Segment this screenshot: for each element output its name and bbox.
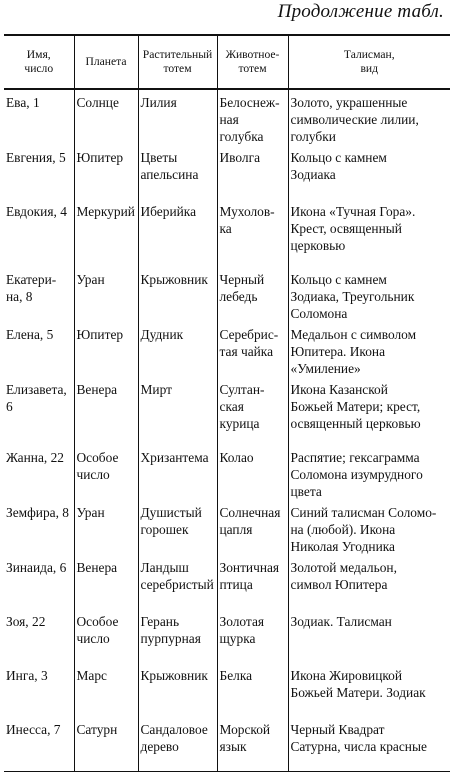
cell-name: Жанна, 22: [4, 445, 74, 500]
cell-animal: Солнечная цапля: [217, 500, 288, 555]
cell-talisman: Зодиак. Талисман: [288, 609, 450, 663]
cell-name: Земфира, 8: [4, 500, 74, 555]
table-row: [4, 663, 450, 717]
cell-planet: Юпитер: [74, 145, 138, 199]
cell-plant: Лилия: [138, 89, 217, 145]
cell-plant: Мирт: [138, 377, 217, 445]
cell-planet: Солнце: [74, 89, 138, 145]
cell-animal: Белоснеж- ная голубка: [217, 89, 288, 145]
cell-planet: Меркурий: [74, 199, 138, 267]
cell-name: Зинаида, 6: [4, 555, 74, 609]
cell-plant: Герань пурпурная: [138, 609, 217, 663]
cell-planet: Венера: [74, 555, 138, 609]
table-row: [4, 445, 450, 500]
cell-planet: Уран: [74, 267, 138, 322]
cell-name: Евгения, 5: [4, 145, 74, 199]
cell-plant: Цветы апельсина: [138, 145, 217, 199]
cell-animal: Золотая щурка: [217, 609, 288, 663]
header-plant-totem: Растительный тотем: [138, 35, 217, 89]
cell-talisman: Золото, украшенные символические лилии, голубки: [288, 89, 450, 145]
table-row: [4, 199, 450, 267]
cell-name: Ева, 1: [4, 89, 74, 145]
totem-table: [4, 34, 450, 772]
cell-plant: Крыжовник: [138, 267, 217, 322]
cell-animal: Султан- ская курица: [217, 377, 288, 445]
table-row: [4, 377, 450, 445]
cell-plant: Дудник: [138, 322, 217, 377]
cell-talisman: Черный Квадрат Сатурна, числа красные: [288, 717, 450, 771]
cell-animal: Морской язык: [217, 717, 288, 771]
cell-plant: Иберийка: [138, 199, 217, 267]
cell-plant: Крыжовник: [138, 663, 217, 717]
cell-planet: Особое число: [74, 609, 138, 663]
cell-planet: Юпитер: [74, 322, 138, 377]
cell-talisman: Икона Жировицкой Божьей Матери. Зодиак: [288, 663, 450, 717]
cell-name: Екатери- на, 8: [4, 267, 74, 322]
cell-animal: Черный лебедь: [217, 267, 288, 322]
header-planet: Планета: [74, 35, 138, 89]
cell-name: Инесса, 7: [4, 717, 74, 771]
cell-animal: Зонтичная птица: [217, 555, 288, 609]
table-row: [4, 555, 450, 609]
cell-animal: Мухолов- ка: [217, 199, 288, 267]
header-animal-totem: Животное- тотем: [217, 35, 288, 89]
cell-talisman: Кольцо с камнем Зодиака, Треугольник Соломона: [288, 267, 450, 322]
cell-planet: Уран: [74, 500, 138, 555]
cell-talisman: Кольцо с камнем Зодиака: [288, 145, 450, 199]
cell-talisman: Распятие; гексаграмма Соломона изумрудного цвета: [288, 445, 450, 500]
cell-animal: Колао: [217, 445, 288, 500]
table-row: [4, 717, 450, 771]
cell-animal: Серебрис- тая чайка: [217, 322, 288, 377]
cell-planet: Венера: [74, 377, 138, 445]
cell-name: Евдокия, 4: [4, 199, 74, 267]
cell-planet: Сатурн: [74, 717, 138, 771]
cell-talisman: Икона Казанской Божьей Матери; крест, освященный церковью: [288, 377, 450, 445]
cell-talisman: Золотой медальон, символ Юпитера: [288, 555, 450, 609]
table-row: [4, 500, 450, 555]
cell-planet: Марс: [74, 663, 138, 717]
cell-animal: Иволга: [217, 145, 288, 199]
cell-plant: Ландыш серебристый: [138, 555, 217, 609]
cell-talisman: Медальон с символом Юпитера. Икона «Умиление»: [288, 322, 450, 377]
table-row: [4, 145, 450, 199]
header-talisman: Талисман, вид: [288, 35, 450, 89]
table-row: [4, 609, 450, 663]
cell-talisman: Икона «Тучная Гора». Крест, освященный церковью: [288, 199, 450, 267]
cell-name: Инга, 3: [4, 663, 74, 717]
cell-plant: Хризантема: [138, 445, 217, 500]
cell-name: Зоя, 22: [4, 609, 74, 663]
cell-talisman: Синий талисман Соломо- на (любой). Икона Николая Угодника: [288, 500, 450, 555]
header-name-number: Имя, число: [4, 35, 74, 89]
continuation-caption: Продолжение табл.: [277, 1, 444, 22]
cell-animal: Белка: [217, 663, 288, 717]
cell-name: Елизавета, 6: [4, 377, 74, 445]
cell-name: Елена, 5: [4, 322, 74, 377]
cell-planet: Особое число: [74, 445, 138, 500]
cell-plant: Душистый горошек: [138, 500, 217, 555]
cell-plant: Сандаловое дерево: [138, 717, 217, 771]
table-row: [4, 322, 450, 377]
table-row: [4, 89, 450, 145]
header-row: [4, 35, 450, 89]
table-row: [4, 267, 450, 322]
